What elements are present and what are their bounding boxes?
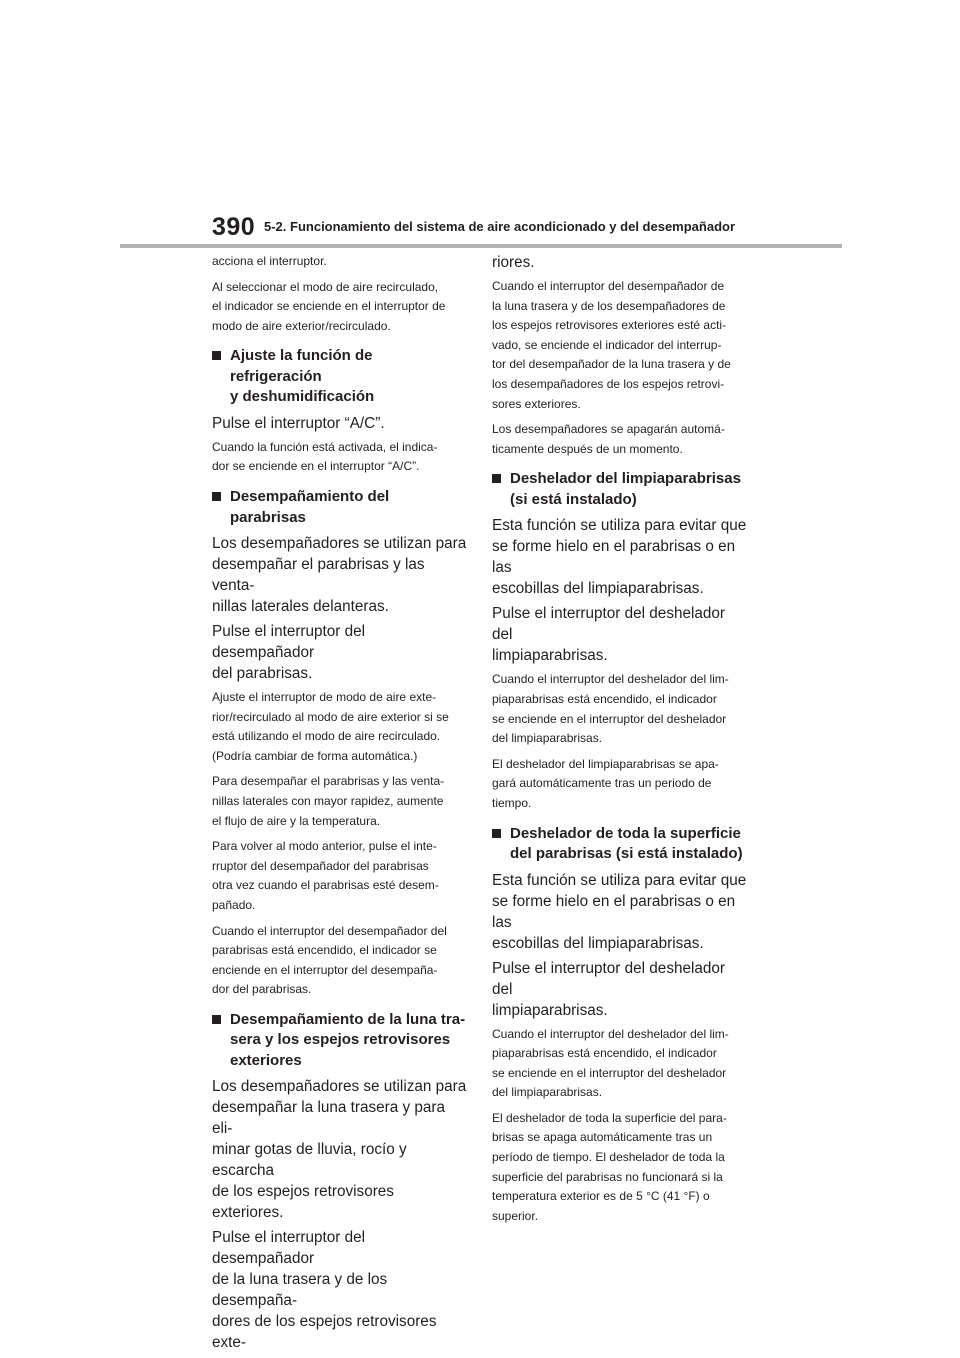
text-line: se enciende en el interruptor del deshelador [492,1065,727,1080]
note-paragraph [212,438,468,477]
text-line: Desempañamiento del parabrisas [230,488,390,526]
text-line: El deshelador del limpiaparabrisas se apa- [492,756,719,771]
text-line: Ajuste la función de refrigeración [230,347,373,385]
text-line: Ajuste el interruptor de modo de aire exte- [212,690,437,705]
text-line: escobillas del limpiaparabrisas. [492,934,704,952]
text-line: Pulse el interruptor del desempañador [212,623,366,662]
text-line: y deshumidificación [230,388,375,406]
text-line: tiempo. [492,795,532,810]
note-paragraph [212,278,468,337]
text-line: dores de los espejos retrovisores exte- [212,1313,437,1352]
text-line: Cuando el interruptor del deshelador del lim- [492,1026,729,1041]
text-line: rior/recirculado al modo de aire exterior si se [212,709,449,724]
header-rule [120,244,842,248]
note-paragraph [212,837,468,915]
text-line: Los desempañadores se utilizan para [212,535,467,553]
text-line: Deshelador del limpiaparabrisas [510,470,741,488]
text-line: del limpiaparabrisas. [492,731,603,746]
body-paragraph [212,533,468,617]
text-line: tor del desempañador de la luna trasera y de [492,357,731,372]
section-heading [212,1010,468,1072]
text-line: limpiaparabrisas. [492,647,608,665]
text-line: Deshelador de toda la superficie [510,824,741,842]
text-line: Para desempañar el parabrisas y las venta- [212,774,445,789]
text-line: Pulse el interruptor “A/C”. [212,414,385,432]
note-paragraph [492,277,748,414]
body-paragraph [212,1227,468,1353]
note-paragraph [212,922,468,1000]
body-paragraph [492,958,748,1021]
body-paragraph [212,1076,468,1223]
note-paragraph [492,420,748,459]
text-line: Cuando el interruptor del desempañador del [212,923,447,938]
note-paragraph [492,755,748,814]
note-paragraph [212,688,468,766]
text-line: brisas se apaga automáticamente tras un [492,1130,713,1145]
text-line: enciende en el interruptor del desempaña- [212,962,438,977]
text-line: Cuando el interruptor del deshelador del lim- [492,672,729,687]
page-number: 390 [212,213,256,241]
text-line: superficie del parabrisas no funcionará si la [492,1169,723,1184]
note-paragraph [492,670,748,748]
text-line: minar gotas de lluvia, rocío y escarcha [212,1141,407,1180]
note-paragraph [212,252,468,272]
text-line: Los desempañadores se apagarán automá- [492,422,725,437]
text-line: nillas laterales con mayor rapidez, aumente [212,794,444,809]
text-line: temperatura exterior es de 5 °C (41 °F) o [492,1189,710,1204]
text-line: dor del parabrisas. [212,982,312,997]
text-line: dor se enciende en el interruptor “A/C”. [212,459,420,474]
text-line: los desempañadores de los espejos retrovi- [492,376,725,391]
right-column [492,252,748,1232]
text-line: la luna trasera y de los desempañadores de [492,298,726,313]
text-line: desempañar el parabrisas y las venta- [212,556,425,595]
text-line: Pulse el interruptor del desempañador [212,1229,366,1268]
text-line: (Podría cambiar de forma automática.) [212,748,418,763]
text-line: Los desempañadores se utilizan para [212,1078,467,1096]
section-heading [212,487,468,528]
body-paragraph [492,515,748,599]
text-line: vado, se enciende el indicador del interrup- [492,337,722,352]
text-line: período de tiempo. El deshelador de toda la [492,1150,725,1165]
heading-bullet-icon [212,492,221,501]
text-line: gará automáticamente tras un periodo de [492,776,712,791]
text-line: parabrisas está encendido, el indicador se [212,943,437,958]
text-line: sores exteriores. [492,396,581,411]
text-line: desempañar la luna trasera y para eli- [212,1099,445,1138]
note-paragraph [492,1109,748,1227]
body-paragraph [492,870,748,954]
text-line: se enciende en el interruptor del deshelador [492,711,727,726]
text-line: otra vez cuando el parabrisas esté desem- [212,878,439,893]
body-paragraph [492,252,748,273]
text-line: rruptor del desempañador del parabrisas [212,858,429,873]
text-line: riores. [492,254,535,271]
text-line: (si está instalado) [510,490,637,508]
text-line: Pulse el interruptor del deshelador del [492,959,725,998]
text-line: exteriores [230,1051,302,1069]
heading-bullet-icon [492,829,501,838]
text-line: nillas laterales delanteras. [212,598,389,616]
text-line: los espejos retrovisores exteriores esté acti- [492,318,727,333]
text-line: el indicador se enciende en el interruptor de [212,299,446,314]
text-line: Desempañamiento de la luna tra- [230,1010,466,1028]
section-heading [492,824,748,865]
text-line: sera y los espejos retrovisores [230,1031,451,1049]
text-line: superior. [492,1208,539,1223]
section-heading [212,346,468,408]
text-line: el flujo de aire y la temperatura. [212,813,381,828]
text-line: de la luna trasera y de los desempaña- [212,1271,388,1310]
body-paragraph [212,621,468,684]
text-line: piaparabrisas está encendido, el indicador [492,1046,717,1061]
section-heading [492,469,748,510]
heading-bullet-icon [212,1015,221,1024]
heading-bullet-icon [212,351,221,360]
text-line: de los espejos retrovisores exteriores. [212,1183,394,1222]
text-line: El deshelador de toda la superficie del para- [492,1110,727,1125]
note-paragraph [492,1025,748,1103]
text-line: Pulse el interruptor del deshelador del [492,605,725,644]
text-line: del parabrisas (si está instalado) [510,845,743,862]
text-line: modo de aire exterior/recirculado. [212,318,391,333]
text-line: Cuando el interruptor del desempañador de [492,279,725,293]
heading-bullet-icon [492,474,501,483]
text-line: ticamente después de un momento. [492,441,683,456]
text-line: Esta función se utiliza para evitar que [492,871,747,889]
section-title: 5-2. Funcionamiento del sistema de aire acondicionado y del desempañador [264,219,736,234]
text-line: Cuando la función está activada, el indica- [212,439,438,454]
body-paragraph [212,413,468,434]
text-line: Esta función se utiliza para evitar que [492,517,747,535]
text-line: pañado. [212,898,256,912]
text-line: Para volver al modo anterior, pulse el inte- [212,839,437,854]
left-column [212,252,468,1357]
text-line: está utilizando el modo de aire recirculado. [212,729,441,744]
note-paragraph [212,772,468,831]
body-paragraph [492,603,748,666]
text-line: Al seleccionar el modo de aire recirculado, [212,279,439,294]
text-line: se forme hielo en el parabrisas o en las [492,538,736,577]
text-line: piaparabrisas está encendido, el indicador [492,691,717,706]
text-line: escobillas del limpiaparabrisas. [492,580,704,598]
text-line: del limpiaparabrisas. [492,1085,603,1100]
text-line: acciona el interruptor. [212,254,327,268]
text-line: se forme hielo en el parabrisas o en las [492,892,736,931]
text-line: limpiaparabrisas. [492,1001,608,1019]
text-line: del parabrisas. [212,665,313,683]
